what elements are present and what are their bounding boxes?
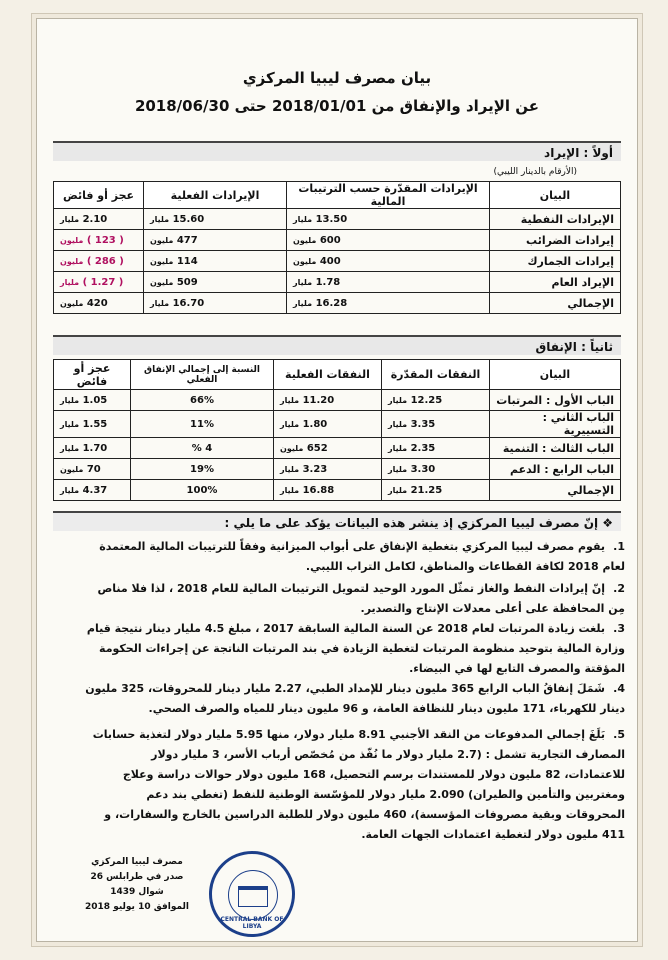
exp-estimated: 2.35 مليار <box>382 438 490 459</box>
revenue-item: الإيرادات النفطية <box>490 209 621 230</box>
expenditure-row <box>54 411 621 438</box>
note-line: المصارف التجارية تشمل : (2.7 مليار دولار ما نُفّذ من مُخصّص أرباب الأسر، 3 مليار دولار <box>151 748 625 761</box>
revenue-item: إيرادات الضرائب <box>490 230 621 251</box>
note-line: 411 مليون دولار لتغطية اعتمادات الجهات العامة. <box>361 828 625 841</box>
revenue-header-estimated: الإيرادات المقدّرة حسب الترتيبات المالية <box>287 182 490 209</box>
revenue-row <box>54 230 621 251</box>
exp-actual: 11.20 مليار <box>274 390 382 411</box>
exp-actual: 3.23 مليار <box>274 459 382 480</box>
note-number: 5. <box>613 728 625 741</box>
exp-diff: 1.05 مليار <box>54 390 131 411</box>
exp-item: الباب الثالث : التنمية <box>490 438 621 459</box>
footer-issuer: مصرف ليبيا المركزي <box>91 857 183 867</box>
expenditure-section-title: ثانياً : الإنفاق <box>53 335 621 355</box>
note-line: دينار للكهرباء، 171 مليون دينار للنظافة العامة، و 96 مليون دينار للمياه والصرف الصحي. <box>148 702 625 715</box>
note-number: 1. <box>613 540 625 553</box>
exp-estimated: 21.25 مليار <box>382 480 490 501</box>
exp-header-item: البيان <box>490 360 621 390</box>
exp-actual: 16.88 مليار <box>274 480 382 501</box>
exp-estimated: 3.35 مليار <box>382 411 490 438</box>
footer-signature <box>77 855 197 915</box>
exp-percent: 4 % <box>131 438 274 459</box>
exp-diff: 4.37 مليار <box>54 480 131 501</box>
exp-header-diff: عجز أو فائض <box>54 360 131 390</box>
currency-note: (الأرقام بالدينار الليبي) <box>493 167 577 177</box>
revenue-header-diff: عجز أو فائض <box>54 182 144 209</box>
exp-estimated: 3.30 مليار <box>382 459 490 480</box>
revenue-estimated: 400 مليون <box>287 251 490 272</box>
notes-intro: ❖ إنّ مصرف ليبيا المركزي إذ ينشر هذه البيانات يؤكد على ما يلي : <box>53 511 621 531</box>
exp-diff: 1.70 مليار <box>54 438 131 459</box>
expenditure-row <box>54 459 621 480</box>
note-line: للاعتمادات، 82 مليون دولار للمستندات برسم التحصيل، 168 مليون دولار حوالات دراسة وعلاج <box>122 768 625 781</box>
exp-item: الإجمالي <box>490 480 621 501</box>
exp-actual: 652 مليون <box>274 438 382 459</box>
note-item <box>77 537 625 577</box>
exp-percent: 100% <box>131 480 274 501</box>
note-number: 4. <box>613 682 625 695</box>
seal-text: CENTRAL BANK OF LIBYA <box>220 916 284 930</box>
note-line: مِن المحافظة على أعلى معدلات الإنتاج والتصدير. <box>360 602 625 615</box>
revenue-section-title: أولاً : الإيراد <box>53 141 621 161</box>
note-line: المحروقات وبقية مصروفات المؤسسة)، 460 مليون دولار للطلبة الدراسين بالخارج والسفارات، و <box>104 808 625 821</box>
note-line: ومغتربين والتأمين والطيران) 2.090 مليار دولار للمؤسّسة الوطنية للنفط (تغطي بند دعم <box>146 788 625 801</box>
exp-percent: 19% <box>131 459 274 480</box>
central-bank-seal <box>209 851 295 937</box>
revenue-actual: 509 مليون <box>144 272 287 293</box>
bank-building-icon <box>238 886 268 907</box>
exp-item: الباب الأول : المرتبات <box>490 390 621 411</box>
exp-item: الباب الرابع : الدعم <box>490 459 621 480</box>
revenue-diff: 420 مليون <box>54 293 144 314</box>
document-subtitle: عن الإيراد والإنفاق من 2018/01/01 حتى 2018/06/30 <box>134 97 540 115</box>
revenue-actual: 114 مليون <box>144 251 287 272</box>
document-title: بيان مصرف ليبيا المركزي <box>242 69 432 87</box>
revenue-diff: ( 286 ) مليون <box>54 251 144 272</box>
note-item <box>77 619 625 679</box>
exp-diff: 70 مليون <box>54 459 131 480</box>
note-number: 3. <box>613 622 625 635</box>
note-item <box>77 579 625 619</box>
note-number: 2. <box>613 582 625 595</box>
revenue-actual: 477 مليون <box>144 230 287 251</box>
revenue-header-actual: الإيرادات الفعلية <box>144 182 287 209</box>
revenue-header-item: البيان <box>490 182 621 209</box>
revenue-row <box>54 272 621 293</box>
expenditure-row <box>54 390 621 411</box>
document-page <box>36 18 638 942</box>
revenue-row <box>54 209 621 230</box>
note-item <box>77 725 625 845</box>
note-item <box>77 679 625 719</box>
expenditure-table <box>53 359 621 501</box>
footer-gregorian-date: الموافق 10 يوليو 2018 <box>85 902 189 912</box>
exp-percent: 66% <box>131 390 274 411</box>
expenditure-row <box>54 438 621 459</box>
revenue-item: الإيراد العام <box>490 272 621 293</box>
exp-header-estimated: النفقات المقدّرة <box>382 360 490 390</box>
exp-percent: 11% <box>131 411 274 438</box>
note-line: لعام 2018 لكافة القطاعات والمناطق، لكامل التراب الليبي. <box>305 560 625 573</box>
expenditure-row <box>54 480 621 501</box>
revenue-diff: ( 123 ) مليون <box>54 230 144 251</box>
exp-diff: 1.55 مليار <box>54 411 131 438</box>
revenue-estimated: 1.78 مليار <box>287 272 490 293</box>
revenue-actual: 16.70 مليار <box>144 293 287 314</box>
exp-header-percent: النسبة إلى إجمالي الإنفاق الفعلي <box>131 360 274 390</box>
exp-actual: 1.80 مليار <box>274 411 382 438</box>
revenue-actual: 15.60 مليار <box>144 209 287 230</box>
revenue-diff: ( 1.27 ) مليار <box>54 272 144 293</box>
exp-item: الباب الثاني : التسييرية <box>490 411 621 438</box>
footer-hijri-date: صدر في طرابلس 26 شوال 1439 <box>90 872 184 897</box>
note-line: وزارة المالية بتوحيد منظومة المرتبات لتغطية الزيادة في بند المرتبات الناتجة عن إجراءات الحكومة <box>99 642 625 655</box>
exp-header-actual: النفقات الفعلية <box>274 360 382 390</box>
revenue-diff: 2.10 مليار <box>54 209 144 230</box>
revenue-table <box>53 181 621 314</box>
note-line: بَلَغَ إجمالي المدفوعات من النقد الأجنبي 8.91 مليار دولار، منها 5.95 مليار دولار لتغذية حسابات <box>92 728 605 741</box>
note-line: يقوم مصرف ليبيا المركزي بتغطية الإنفاق على أبواب الميزانية وفقاً للترتيبات المالية المعتمدة <box>99 540 605 553</box>
revenue-row <box>54 251 621 272</box>
revenue-row <box>54 293 621 314</box>
revenue-estimated: 600 مليون <box>287 230 490 251</box>
note-line: شَمَلَ إنفاقُ الباب الرابع 365 مليون دينار للإمداد الطبي، 2.27 مليار دينار للمحروقات، 325 مليون <box>85 682 605 695</box>
note-line: إنّ إيرادات النفط والغاز تمثّل المورد الوحيد لتمويل الترتيبات المالية للعام 2018 ، لذا فلا مناص <box>97 582 605 595</box>
revenue-estimated: 13.50 مليار <box>287 209 490 230</box>
revenue-item: الإجمالي <box>490 293 621 314</box>
note-line: بلغت زيادة المرتبات لعام 2018 عن السنة المالية السابقة 2017 ، مبلغ 4.5 مليار دينار نتيجة قيام <box>86 622 605 635</box>
revenue-estimated: 16.28 مليار <box>287 293 490 314</box>
note-line: المؤقتة والمصرف التابع لها في البيضاء. <box>409 662 625 675</box>
exp-estimated: 12.25 مليار <box>382 390 490 411</box>
revenue-item: إيرادات الجمارك <box>490 251 621 272</box>
